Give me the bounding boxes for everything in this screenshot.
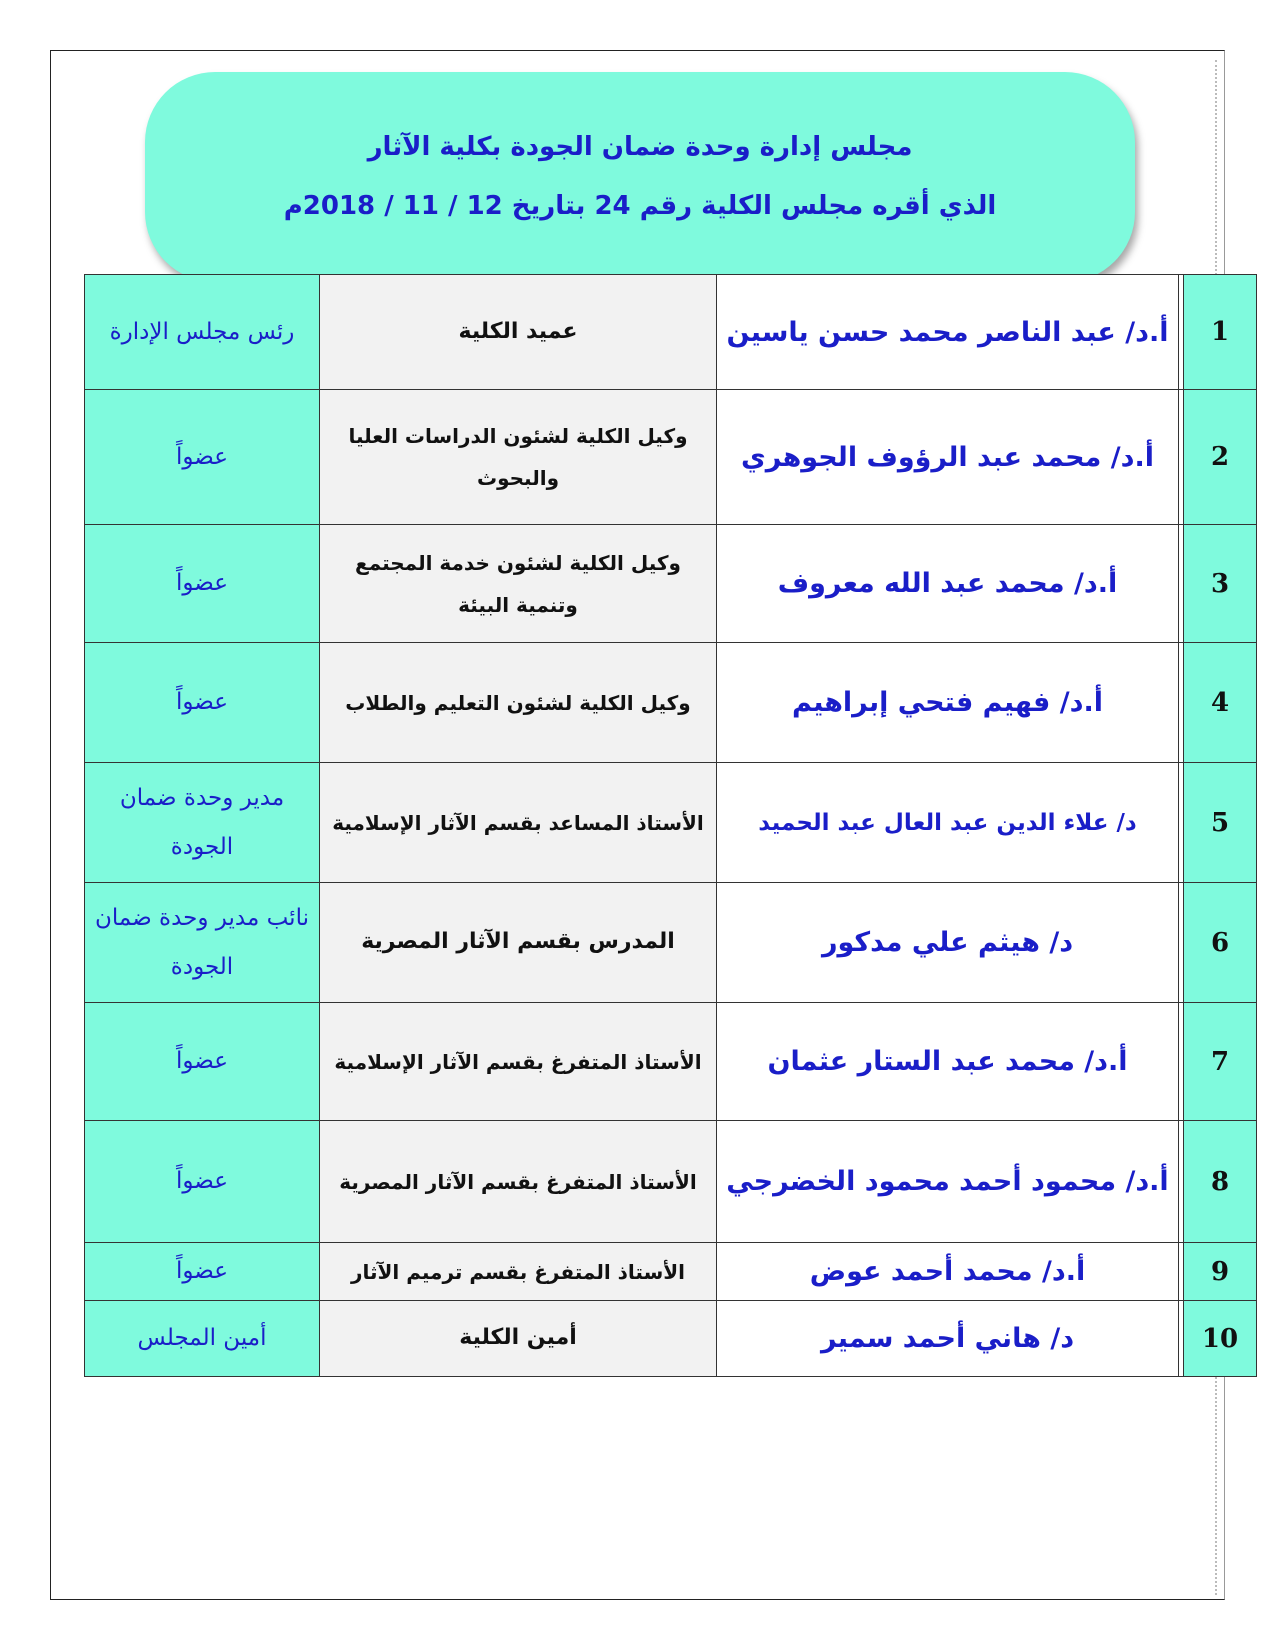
member-role: أمين المجلس (85, 1301, 320, 1377)
member-position: الأستاذ المساعد بقسم الآثار الإسلامية (320, 763, 717, 883)
member-number: 2 (1184, 390, 1257, 525)
member-name: د/ هاني أحمد سمير (717, 1301, 1179, 1377)
member-name: أ.د/ محمد عبد الرؤوف الجوهري (717, 390, 1179, 525)
member-role: عضواً (85, 1121, 320, 1243)
member-position: وكيل الكلية لشئون الدراسات العليا والبحوث (320, 390, 717, 525)
member-role: عضواً (85, 643, 320, 763)
member-position: وكيل الكلية لشئون التعليم والطلاب (320, 643, 717, 763)
member-name: أ.د/ محمود أحمد محمود الخضرجي (717, 1121, 1179, 1243)
member-number: 10 (1184, 1301, 1257, 1377)
member-number: 9 (1184, 1243, 1257, 1301)
member-position: الأستاذ المتفرغ بقسم الآثار المصرية (320, 1121, 717, 1243)
member-role: مدير وحدة ضمان الجودة (85, 763, 320, 883)
header-title: مجلس إدارة وحدة ضمان الجودة بكلية الآثار (367, 131, 913, 162)
member-name: د/ علاء الدين عبد العال عبد الحميد (717, 763, 1179, 883)
member-position: أمين الكلية (320, 1301, 717, 1377)
member-number: 1 (1184, 275, 1257, 390)
table-row (85, 1243, 1257, 1301)
table-row (85, 1301, 1257, 1377)
member-number: 5 (1184, 763, 1257, 883)
member-number: 8 (1184, 1121, 1257, 1243)
table-row (85, 275, 1257, 390)
table-row (85, 1003, 1257, 1121)
member-name: أ.د/ محمد عبد الستار عثمان (717, 1003, 1179, 1121)
member-name: أ.د/ عبد الناصر محمد حسن ياسين (717, 275, 1179, 390)
member-number: 7 (1184, 1003, 1257, 1121)
member-position: وكيل الكلية لشئون خدمة المجتمع وتنمية البيئة (320, 525, 717, 643)
table-row (85, 390, 1257, 525)
member-position: عميد الكلية (320, 275, 717, 390)
member-role: عضواً (85, 1243, 320, 1301)
member-number: 6 (1184, 883, 1257, 1003)
header-subtitle: الذي أقره مجلس الكلية رقم 24 بتاريخ 12 / 11 / 2018م (283, 191, 997, 221)
member-position: الأستاذ المتفرغ بقسم الآثار الإسلامية (320, 1003, 717, 1121)
table-row (85, 1121, 1257, 1243)
member-role: رئس مجلس الإدارة (85, 275, 320, 390)
member-role: عضواً (85, 390, 320, 525)
member-position: الأستاذ المتفرغ بقسم ترميم الآثار (320, 1243, 717, 1301)
table-row (85, 643, 1257, 763)
table-row (85, 525, 1257, 643)
member-number: 3 (1184, 525, 1257, 643)
table-row (85, 883, 1257, 1003)
member-role: عضواً (85, 1003, 320, 1121)
member-name: أ.د/ محمد عبد الله معروف (717, 525, 1179, 643)
member-name: أ.د/ محمد أحمد عوض (717, 1243, 1179, 1301)
member-name: أ.د/ فهيم فتحي إبراهيم (717, 643, 1179, 763)
table-row (85, 763, 1257, 883)
header-banner (145, 72, 1135, 282)
council-members-table (84, 274, 1257, 1377)
member-position: المدرس بقسم الآثار المصرية (320, 883, 717, 1003)
member-role: عضواً (85, 525, 320, 643)
member-name: د/ هيثم علي مدكور (717, 883, 1179, 1003)
member-number: 4 (1184, 643, 1257, 763)
member-role: نائب مدير وحدة ضمان الجودة (85, 883, 320, 1003)
